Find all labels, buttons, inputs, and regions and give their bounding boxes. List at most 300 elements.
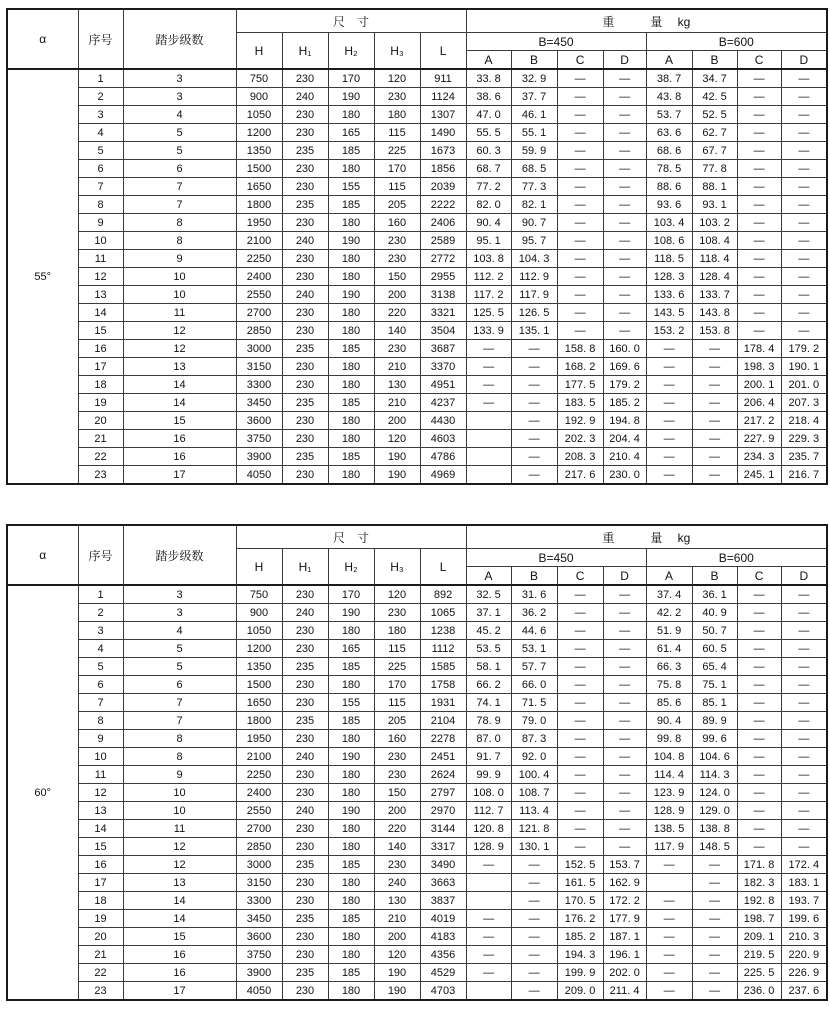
b600-C-cell: — (737, 820, 781, 838)
table-row (7, 358, 827, 376)
steps-cell: 10 (123, 784, 236, 802)
b450-B-cell: 135. 1 (511, 322, 557, 340)
dim-H2-cell: 180 (328, 412, 374, 430)
b600-C-cell: 200. 1 (737, 376, 781, 394)
dim-H-cell: 1200 (236, 124, 282, 142)
table-header (7, 9, 827, 69)
b600-C-cell: 219. 5 (737, 946, 781, 964)
dim-H3-cell: 130 (374, 376, 420, 394)
dim-H-cell: 2850 (236, 838, 282, 856)
col-header-H2: H₂ (328, 33, 374, 70)
dim-H1-cell: 235 (282, 196, 328, 214)
dim-H1-cell: 240 (282, 286, 328, 304)
serial-cell: 10 (78, 748, 123, 766)
dim-H3-cell: 190 (374, 964, 420, 982)
col-header-serial: 序号 (78, 9, 123, 69)
dim-H3-cell: 150 (374, 784, 420, 802)
steps-cell: 4 (123, 622, 236, 640)
dim-H1-cell: 230 (282, 430, 328, 448)
col-header-b600-C: C (737, 51, 781, 70)
b600-D-cell: — (781, 196, 827, 214)
b450-D-cell: 169. 6 (603, 358, 646, 376)
b600-C-cell: — (737, 784, 781, 802)
col-group-dimensions: 尺 寸 (236, 9, 466, 33)
b450-C-cell: 183. 5 (557, 394, 603, 412)
b450-D-cell: — (603, 88, 646, 106)
dim-H2-cell: 180 (328, 838, 374, 856)
dim-L-cell: 1585 (420, 658, 466, 676)
dim-H-cell: 2400 (236, 268, 282, 286)
steps-cell: 11 (123, 304, 236, 322)
b600-B-cell: — (692, 394, 737, 412)
b450-C-cell: — (557, 784, 603, 802)
b600-B-cell: 75. 1 (692, 676, 737, 694)
dim-H-cell: 3750 (236, 946, 282, 964)
b600-D-cell: 190. 1 (781, 358, 827, 376)
b600-A-cell: 53. 7 (646, 106, 692, 124)
steps-cell: 12 (123, 322, 236, 340)
dim-H3-cell: 230 (374, 856, 420, 874)
dim-H-cell: 2250 (236, 766, 282, 784)
dim-H1-cell: 230 (282, 268, 328, 286)
serial-cell: 16 (78, 340, 123, 358)
b600-A-cell: 93. 6 (646, 196, 692, 214)
b600-C-cell: — (737, 286, 781, 304)
dim-L-cell: 1758 (420, 676, 466, 694)
dim-H-cell: 1800 (236, 196, 282, 214)
col-header-b450-B: B (511, 567, 557, 586)
dim-H3-cell: 115 (374, 694, 420, 712)
b600-B-cell: — (692, 358, 737, 376)
b600-C-cell: — (737, 766, 781, 784)
b450-B-cell: 53. 1 (511, 640, 557, 658)
b600-C-cell: — (737, 658, 781, 676)
b600-B-cell: — (692, 946, 737, 964)
dim-H1-cell: 235 (282, 340, 328, 358)
b450-B-cell: — (511, 430, 557, 448)
b450-D-cell: 211. 4 (603, 982, 646, 1001)
b600-D-cell: 229. 3 (781, 430, 827, 448)
dim-H-cell: 3600 (236, 928, 282, 946)
b600-A-cell: 99. 8 (646, 730, 692, 748)
dim-L-cell: 3321 (420, 304, 466, 322)
b450-C-cell: 208. 3 (557, 448, 603, 466)
b450-D-cell: 204. 4 (603, 430, 646, 448)
b450-A-cell: 87. 0 (466, 730, 511, 748)
dim-L-cell: 1490 (420, 124, 466, 142)
dim-L-cell: 1065 (420, 604, 466, 622)
dim-H3-cell: 210 (374, 910, 420, 928)
b600-B-cell: 42. 5 (692, 88, 737, 106)
b600-A-cell: — (646, 376, 692, 394)
col-header-H1: H₁ (282, 549, 328, 586)
dim-H3-cell: 210 (374, 394, 420, 412)
dim-H3-cell: 190 (374, 448, 420, 466)
b450-A-cell: 33. 8 (466, 69, 511, 88)
b600-D-cell: 179. 2 (781, 340, 827, 358)
dim-H3-cell: 230 (374, 232, 420, 250)
b600-D-cell: 226. 9 (781, 964, 827, 982)
dim-H3-cell: 150 (374, 268, 420, 286)
serial-cell: 22 (78, 448, 123, 466)
col-header-b600-A: A (646, 567, 692, 586)
serial-cell: 2 (78, 604, 123, 622)
b600-C-cell: — (737, 640, 781, 658)
dim-H3-cell: 225 (374, 658, 420, 676)
dim-L-cell: 1931 (420, 694, 466, 712)
dim-H-cell: 3000 (236, 340, 282, 358)
b450-B-cell: 37. 7 (511, 88, 557, 106)
b450-A-cell: — (466, 340, 511, 358)
b450-D-cell: — (603, 250, 646, 268)
b600-B-cell: 62. 7 (692, 124, 737, 142)
dim-H-cell: 1650 (236, 694, 282, 712)
dim-L-cell: 2451 (420, 748, 466, 766)
b450-A-cell: 128. 9 (466, 838, 511, 856)
b450-C-cell: — (557, 694, 603, 712)
dim-H2-cell: 180 (328, 928, 374, 946)
b450-B-cell: — (511, 448, 557, 466)
dim-H1-cell: 230 (282, 178, 328, 196)
dim-H-cell: 3300 (236, 892, 282, 910)
b450-B-cell: 79. 0 (511, 712, 557, 730)
dim-H2-cell: 180 (328, 376, 374, 394)
steps-cell: 9 (123, 766, 236, 784)
b600-B-cell: — (692, 412, 737, 430)
steps-cell: 5 (123, 640, 236, 658)
serial-cell: 3 (78, 106, 123, 124)
dim-L-cell: 1307 (420, 106, 466, 124)
dim-H-cell: 4050 (236, 982, 282, 1001)
b600-B-cell: 104. 6 (692, 748, 737, 766)
dim-L-cell: 4183 (420, 928, 466, 946)
dim-H-cell: 1950 (236, 214, 282, 232)
b600-A-cell: — (646, 910, 692, 928)
dim-H2-cell: 180 (328, 430, 374, 448)
b600-B-cell: — (692, 964, 737, 982)
serial-cell: 15 (78, 322, 123, 340)
b600-A-cell: 42. 2 (646, 604, 692, 622)
dim-H1-cell: 230 (282, 412, 328, 430)
dim-L-cell: 4969 (420, 466, 466, 485)
dim-H-cell: 1050 (236, 622, 282, 640)
table-row (7, 178, 827, 196)
b450-D-cell: 210. 4 (603, 448, 646, 466)
dim-L-cell: 3837 (420, 892, 466, 910)
dim-H3-cell: 230 (374, 766, 420, 784)
steps-cell: 8 (123, 748, 236, 766)
dim-H2-cell: 180 (328, 268, 374, 286)
steps-cell: 7 (123, 196, 236, 214)
serial-cell: 16 (78, 856, 123, 874)
dim-H2-cell: 165 (328, 124, 374, 142)
b450-C-cell: — (557, 712, 603, 730)
dim-H3-cell: 200 (374, 412, 420, 430)
b450-A-cell (466, 430, 511, 448)
dim-L-cell: 3144 (420, 820, 466, 838)
b600-C-cell: — (737, 585, 781, 604)
b600-B-cell: 89. 9 (692, 712, 737, 730)
b600-B-cell: 40. 9 (692, 604, 737, 622)
b600-D-cell: — (781, 604, 827, 622)
b600-A-cell: — (646, 340, 692, 358)
dim-H-cell: 3450 (236, 394, 282, 412)
b450-C-cell: — (557, 69, 603, 88)
b600-A-cell (646, 874, 692, 892)
b450-C-cell: 170. 5 (557, 892, 603, 910)
col-header-alpha: α (7, 525, 78, 585)
table-row (7, 340, 827, 358)
b600-B-cell: — (692, 874, 737, 892)
b450-B-cell: 31. 6 (511, 585, 557, 604)
dim-H3-cell: 230 (374, 88, 420, 106)
b600-D-cell: — (781, 69, 827, 88)
dim-H2-cell: 185 (328, 340, 374, 358)
b600-B-cell: 108. 4 (692, 232, 737, 250)
serial-cell: 6 (78, 160, 123, 178)
dim-H3-cell: 230 (374, 250, 420, 268)
b450-B-cell: — (511, 946, 557, 964)
dim-H2-cell: 180 (328, 820, 374, 838)
dim-H3-cell: 230 (374, 340, 420, 358)
dim-H3-cell: 200 (374, 802, 420, 820)
steps-cell: 3 (123, 69, 236, 88)
dim-H2-cell: 185 (328, 712, 374, 730)
dim-L-cell: 1124 (420, 88, 466, 106)
dim-H1-cell: 235 (282, 910, 328, 928)
b600-D-cell: — (781, 694, 827, 712)
dim-H1-cell: 230 (282, 640, 328, 658)
table-row (7, 856, 827, 874)
b450-D-cell: — (603, 124, 646, 142)
b450-C-cell: 158. 8 (557, 340, 603, 358)
b600-B-cell: 93. 1 (692, 196, 737, 214)
b600-A-cell: 128. 9 (646, 802, 692, 820)
b450-A-cell: 90. 4 (466, 214, 511, 232)
b600-C-cell: — (737, 802, 781, 820)
b600-D-cell: 220. 9 (781, 946, 827, 964)
serial-cell: 14 (78, 820, 123, 838)
dim-H2-cell: 170 (328, 69, 374, 88)
b450-A-cell: 66. 2 (466, 676, 511, 694)
b600-D-cell: — (781, 178, 827, 196)
b600-B-cell: 50. 7 (692, 622, 737, 640)
steps-cell: 7 (123, 694, 236, 712)
b600-B-cell: 133. 7 (692, 286, 737, 304)
b600-B-cell: 143. 8 (692, 304, 737, 322)
b600-C-cell: — (737, 604, 781, 622)
b450-D-cell: — (603, 802, 646, 820)
b600-C-cell: — (737, 106, 781, 124)
b450-A-cell: 112. 7 (466, 802, 511, 820)
dim-H1-cell: 230 (282, 466, 328, 485)
dim-H2-cell: 185 (328, 910, 374, 928)
b600-B-cell: 124. 0 (692, 784, 737, 802)
b600-A-cell: 104. 8 (646, 748, 692, 766)
dim-H1-cell: 240 (282, 604, 328, 622)
dim-H1-cell: 230 (282, 106, 328, 124)
b600-D-cell: — (781, 106, 827, 124)
dim-H2-cell: 180 (328, 160, 374, 178)
col-group-b450: B=450 (466, 549, 646, 567)
steps-cell: 13 (123, 358, 236, 376)
b450-C-cell: — (557, 622, 603, 640)
b450-B-cell: 126. 5 (511, 304, 557, 322)
b600-A-cell: — (646, 430, 692, 448)
b600-B-cell: — (692, 928, 737, 946)
b600-B-cell: 118. 4 (692, 250, 737, 268)
col-group-b450: B=450 (466, 33, 646, 51)
dim-H2-cell: 185 (328, 448, 374, 466)
serial-cell: 19 (78, 910, 123, 928)
dim-H1-cell: 230 (282, 304, 328, 322)
b450-A-cell: 117. 2 (466, 286, 511, 304)
b450-C-cell: — (557, 268, 603, 286)
table-row (7, 322, 827, 340)
table-row (7, 448, 827, 466)
b600-D-cell: — (781, 730, 827, 748)
dim-H3-cell: 170 (374, 676, 420, 694)
b600-C-cell: — (737, 268, 781, 286)
b450-C-cell: 168. 2 (557, 358, 603, 376)
b600-A-cell: — (646, 394, 692, 412)
b450-A-cell: 53. 5 (466, 640, 511, 658)
table-row (7, 748, 827, 766)
dim-H3-cell: 115 (374, 640, 420, 658)
b600-B-cell: 60. 5 (692, 640, 737, 658)
dim-H2-cell: 190 (328, 286, 374, 304)
steps-cell: 8 (123, 232, 236, 250)
b450-D-cell: 162. 9 (603, 874, 646, 892)
dim-H1-cell: 230 (282, 838, 328, 856)
dim-L-cell: 3490 (420, 856, 466, 874)
table-row (7, 928, 827, 946)
steps-cell: 16 (123, 430, 236, 448)
col-header-H: H (236, 549, 282, 586)
b450-A-cell: 120. 8 (466, 820, 511, 838)
b600-B-cell: 52. 5 (692, 106, 737, 124)
b450-C-cell: — (557, 196, 603, 214)
dim-H2-cell: 185 (328, 658, 374, 676)
b600-C-cell: — (737, 730, 781, 748)
dim-H1-cell: 230 (282, 322, 328, 340)
b450-B-cell: 104. 3 (511, 250, 557, 268)
dim-H2-cell: 190 (328, 802, 374, 820)
b450-A-cell: 74. 1 (466, 694, 511, 712)
b600-A-cell: 78. 5 (646, 160, 692, 178)
b600-D-cell: — (781, 820, 827, 838)
b450-B-cell: 57. 7 (511, 658, 557, 676)
b450-C-cell: 217. 6 (557, 466, 603, 485)
b450-D-cell: — (603, 748, 646, 766)
dim-H-cell: 3900 (236, 964, 282, 982)
b450-D-cell: — (603, 622, 646, 640)
b450-C-cell: 152. 5 (557, 856, 603, 874)
dim-H2-cell: 180 (328, 892, 374, 910)
dim-H3-cell: 190 (374, 982, 420, 1001)
col-header-b450-B: B (511, 51, 557, 70)
b600-D-cell: — (781, 802, 827, 820)
steps-cell: 10 (123, 802, 236, 820)
b450-A-cell: — (466, 946, 511, 964)
b450-D-cell: — (603, 142, 646, 160)
b600-B-cell: 65. 4 (692, 658, 737, 676)
serial-cell: 1 (78, 69, 123, 88)
b600-C-cell: — (737, 838, 781, 856)
b450-D-cell: 179. 2 (603, 376, 646, 394)
serial-cell: 8 (78, 712, 123, 730)
b450-A-cell: 108. 0 (466, 784, 511, 802)
b600-D-cell: 193. 7 (781, 892, 827, 910)
b600-D-cell: — (781, 142, 827, 160)
b450-D-cell: — (603, 658, 646, 676)
steps-cell: 3 (123, 604, 236, 622)
dim-H-cell: 2100 (236, 232, 282, 250)
b450-A-cell (466, 892, 511, 910)
b600-D-cell: 201. 0 (781, 376, 827, 394)
dim-H3-cell: 190 (374, 466, 420, 485)
b450-C-cell: — (557, 802, 603, 820)
b450-C-cell: 209. 0 (557, 982, 603, 1001)
b450-B-cell: — (511, 358, 557, 376)
b600-C-cell: 227. 9 (737, 430, 781, 448)
dim-H1-cell: 230 (282, 250, 328, 268)
b600-A-cell: 88. 6 (646, 178, 692, 196)
b450-C-cell: — (557, 604, 603, 622)
serial-cell: 5 (78, 658, 123, 676)
b450-D-cell: — (603, 69, 646, 88)
serial-cell: 12 (78, 268, 123, 286)
alpha-value: 55° (7, 69, 78, 484)
b600-B-cell: — (692, 892, 737, 910)
b600-B-cell: 153. 8 (692, 322, 737, 340)
b600-D-cell: 235. 7 (781, 448, 827, 466)
b450-D-cell: — (603, 676, 646, 694)
table-row (7, 430, 827, 448)
dim-H-cell: 750 (236, 69, 282, 88)
table-row (7, 124, 827, 142)
b450-A-cell: — (466, 910, 511, 928)
b600-A-cell: 128. 3 (646, 268, 692, 286)
b600-C-cell: — (737, 250, 781, 268)
serial-cell: 6 (78, 676, 123, 694)
b600-C-cell: 182. 3 (737, 874, 781, 892)
serial-cell: 17 (78, 874, 123, 892)
dim-H3-cell: 115 (374, 178, 420, 196)
dim-H1-cell: 235 (282, 658, 328, 676)
table-row (7, 106, 827, 124)
b600-D-cell: — (781, 214, 827, 232)
b450-B-cell: 87. 3 (511, 730, 557, 748)
dim-L-cell: 1238 (420, 622, 466, 640)
dim-L-cell: 2039 (420, 178, 466, 196)
dim-H-cell: 3150 (236, 874, 282, 892)
b450-C-cell: — (557, 178, 603, 196)
b450-B-cell: 44. 6 (511, 622, 557, 640)
dim-H1-cell: 230 (282, 892, 328, 910)
b450-D-cell: 160. 0 (603, 340, 646, 358)
dim-L-cell: 1856 (420, 160, 466, 178)
table-row (7, 676, 827, 694)
b450-B-cell: — (511, 856, 557, 874)
b450-B-cell: 121. 8 (511, 820, 557, 838)
dim-H2-cell: 180 (328, 874, 374, 892)
table-row (7, 466, 827, 485)
b600-B-cell: 103. 2 (692, 214, 737, 232)
col-header-b600-D: D (781, 567, 827, 586)
dim-H2-cell: 155 (328, 694, 374, 712)
col-group-weight: 重 量 kg (466, 9, 827, 33)
